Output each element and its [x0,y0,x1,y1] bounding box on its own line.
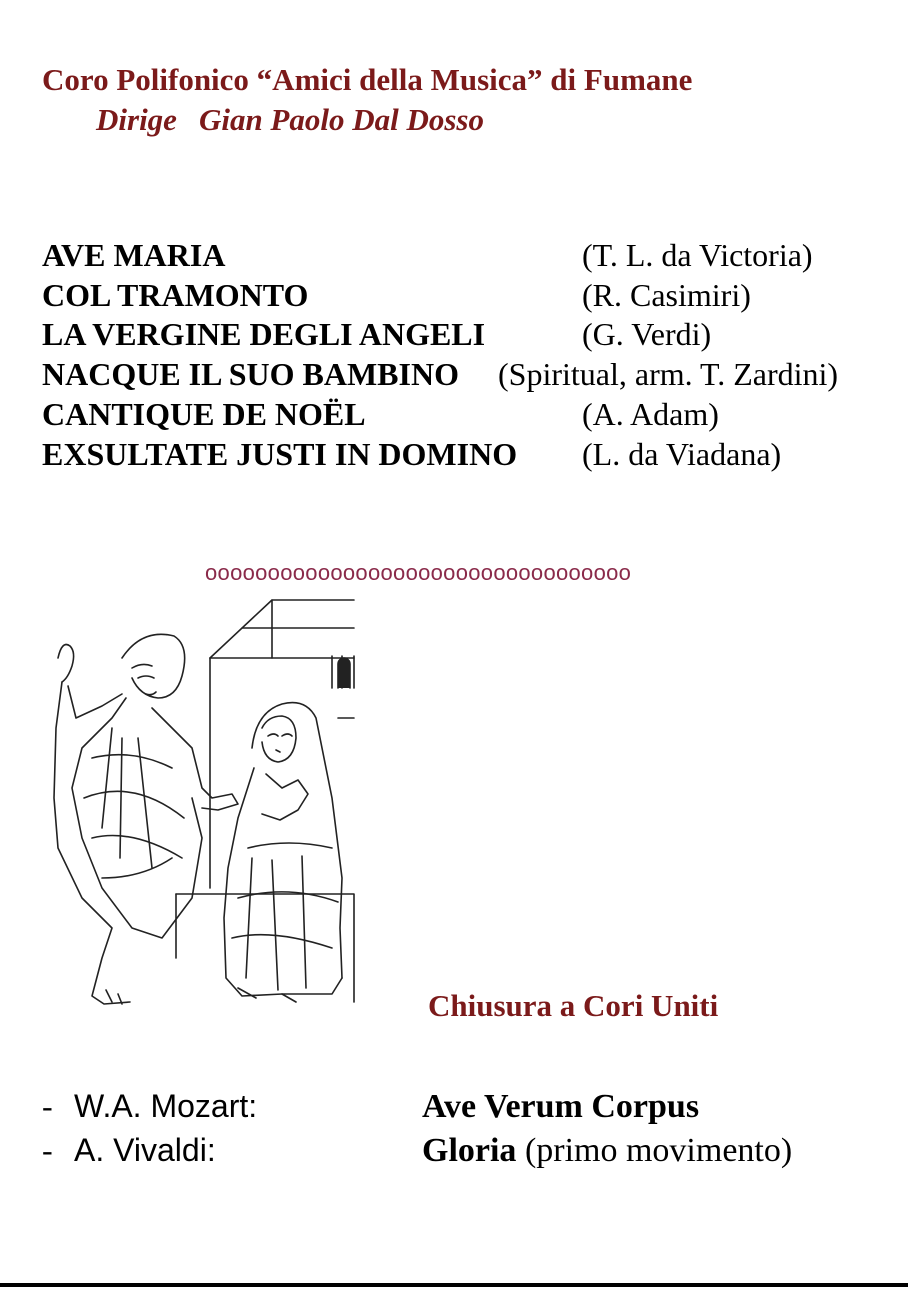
piece-composer: (R. Casimiri) [582,277,751,313]
program-item [42,396,902,436]
bottom-rule [0,1283,908,1287]
work-title: Ave Verum Corpus [422,1088,700,1125]
annunciation-illustration [42,598,356,1016]
piece-composer: (A. Adam) [582,396,719,432]
program-item [42,237,902,277]
closing-work [422,1088,699,1126]
building-drawing [176,600,354,1002]
choir-title: Coro Polifonico “Amici della Musica” di Fumane [42,62,693,97]
program-item [42,316,902,356]
list-dash: - [42,1088,53,1124]
program-item [42,436,902,476]
director-line [96,102,484,138]
program-item [42,277,902,317]
list-dash: - [42,1132,53,1168]
mary-drawing [224,703,342,1002]
closing-composer: W.A. Mozart: [74,1088,258,1124]
piece-title: EXSULTATE JUSTI IN DOMINO [42,436,518,472]
piece-composer: (Spiritual, arm. T. Zardini) [498,356,839,392]
closing-heading: Chiusura a Cori Uniti [428,988,719,1023]
program-item [42,356,902,396]
piece-title: AVE MARIA [42,237,226,273]
closing-item [42,1132,902,1176]
closing-item [42,1088,902,1132]
piece-title: CANTIQUE DE NOËL [42,396,366,432]
director-name: Gian Paolo Dal Dosso [198,102,484,137]
closing-composer: A. Vivaldi: [74,1132,216,1168]
piece-title: COL TRAMONTO [42,277,309,313]
piece-title: LA VERGINE DEGLI ANGELI [42,316,486,352]
work-title: Gloria [422,1132,517,1169]
closing-work [422,1132,792,1170]
piece-title: NACQUE IL SUO BAMBINO [42,356,459,392]
piece-composer: (G. Verdi) [582,316,712,352]
piece-composer: (L. da Viadana) [582,436,782,472]
ornamental-divider: oooooooooooooooooooooooooooooooooo [205,560,632,585]
director-label: Dirige [96,102,177,137]
work-note: (primo movimento) [516,1132,793,1169]
piece-composer: (T. L. da Victoria) [582,237,813,273]
